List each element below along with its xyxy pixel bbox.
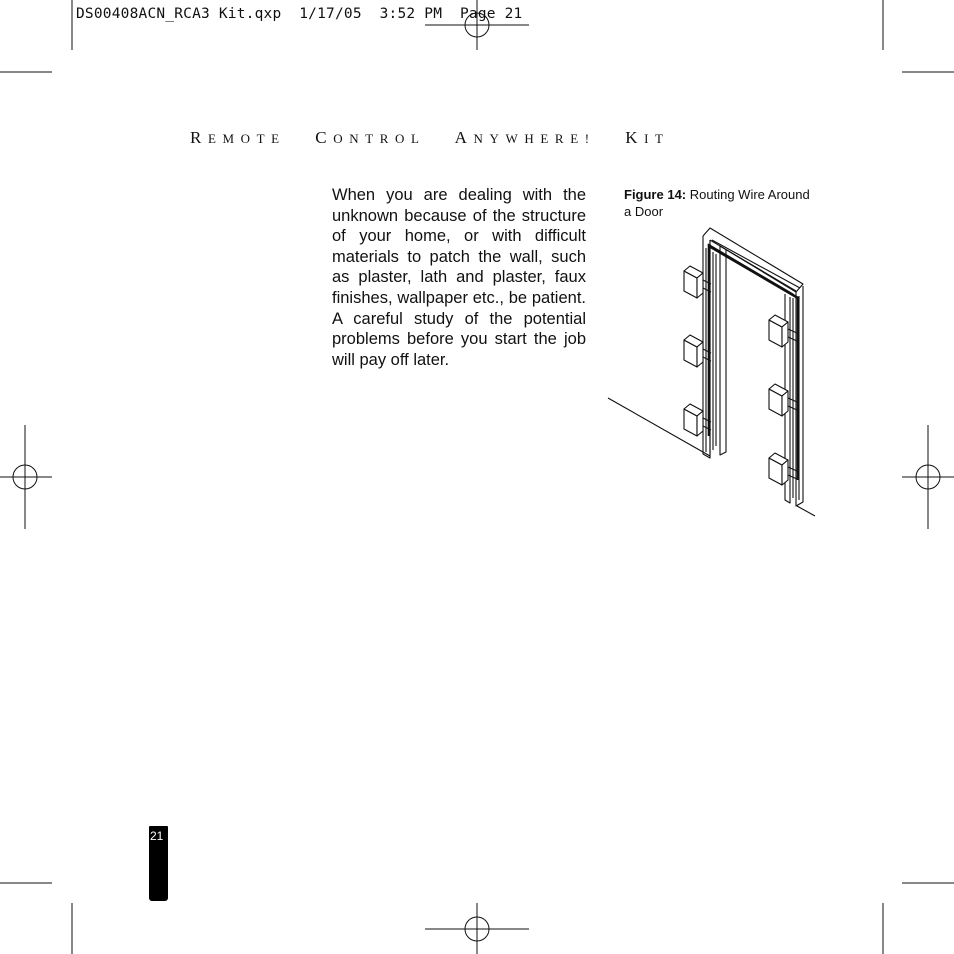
figure-caption-text: Routing Wire Around a Door bbox=[624, 187, 810, 219]
running-head-initial: C bbox=[315, 128, 334, 147]
running-head-word: ONTROL bbox=[333, 131, 426, 146]
running-head-word: IT bbox=[644, 131, 670, 146]
body-paragraph: When you are dealing with the unknown because of the structure of your home, or with difficult materials to patch the wall, such as plaster, lath and plaster, faux finishes, wallpaper etc., be patient. A careful study of the potential problems before you start the job will pay off later. bbox=[332, 186, 586, 369]
running-head-initial: A bbox=[454, 128, 474, 147]
running-head-word: NYWHERE! bbox=[473, 131, 596, 146]
running-head-initial: R bbox=[190, 128, 208, 147]
page-number-tab bbox=[149, 826, 168, 901]
print-slug: DS00408ACN_RCA3 Kit.qxp 1/17/05 3:52 PM Page 21 bbox=[76, 6, 523, 22]
running-head-initial: K bbox=[625, 128, 645, 147]
running-head bbox=[190, 128, 670, 148]
figure-caption bbox=[624, 186, 814, 220]
page-number: 21 bbox=[150, 829, 164, 843]
figure-label: Figure 14: bbox=[624, 187, 687, 202]
door-wire-routing-illustration bbox=[600, 222, 820, 522]
running-head-word: EMOTE bbox=[207, 131, 286, 146]
